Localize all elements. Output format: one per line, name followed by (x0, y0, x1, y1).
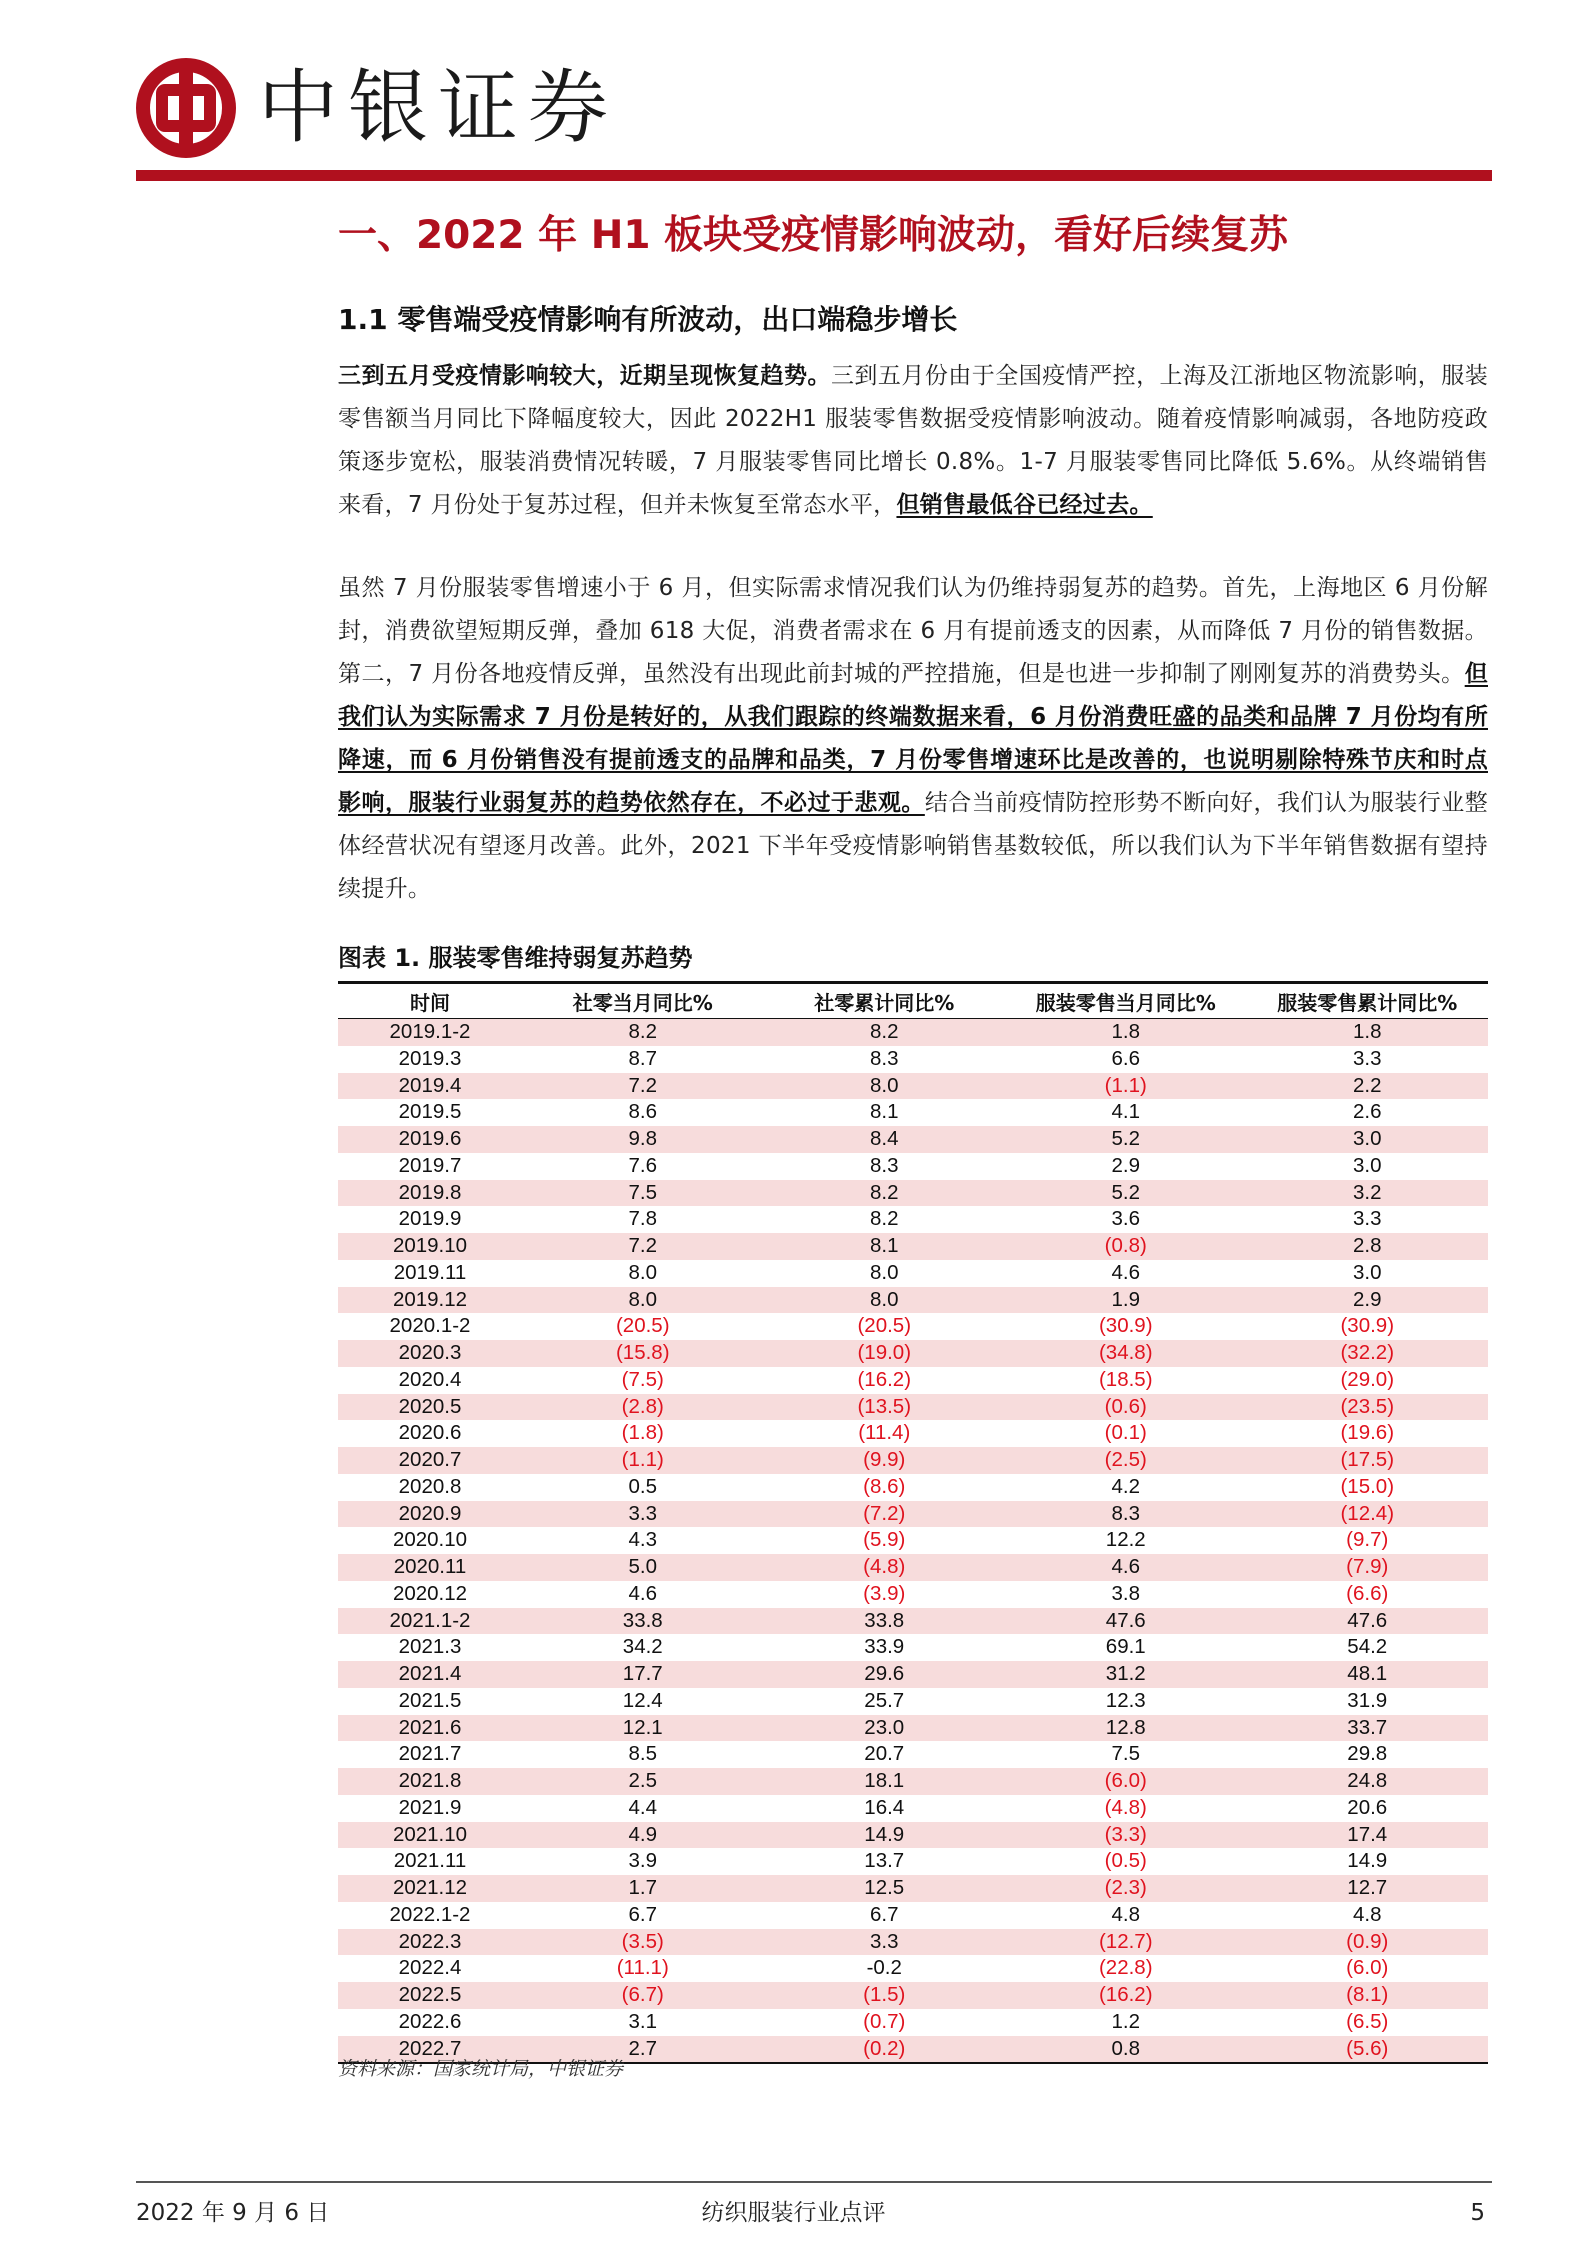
footer-rule (136, 2181, 1492, 2183)
table-cell-value: (6.0) (1104, 1769, 1147, 1792)
brand-name: 中银证券 (258, 61, 618, 154)
table-cell-period: 2022.6 (398, 2009, 462, 2033)
table-cell-value: 6.7 (628, 1902, 657, 1926)
table-cell-value: 24.8 (1347, 1769, 1388, 1792)
table-cell-value: 0.5 (628, 1474, 657, 1498)
table-cell-period: 2021.5 (398, 1688, 462, 1712)
table-cell-value: 9.8 (628, 1127, 657, 1150)
table-cell-period: 2020.7 (398, 1448, 462, 1471)
table-cell-value: 3.0 (1353, 1153, 1382, 1177)
table-cell-value: 8.0 (628, 1260, 657, 1284)
table-cell-value: 3.3 (1353, 1207, 1382, 1231)
table-cell-value: (7.9) (1346, 1555, 1389, 1578)
table-cell-value: 3.1 (628, 2009, 657, 2033)
table-cell-value: (22.8) (1098, 1956, 1153, 1980)
table-cell-period: 2022.4 (398, 1956, 462, 1980)
table-cell-value: (9.7) (1346, 1528, 1389, 1552)
table-row (338, 1153, 1488, 1180)
table-cell-period: 2020.3 (398, 1341, 462, 1364)
data-table-container (338, 981, 1488, 2064)
table-cell-value: (19.0) (857, 1341, 912, 1364)
table-cell-period: 2019.11 (393, 1260, 467, 1284)
table-cell-value: (18.5) (1098, 1367, 1153, 1391)
table-cell-value: 20.6 (1347, 1795, 1388, 1819)
table-cell-value: (6.5) (1346, 2009, 1389, 2033)
table-cell-value: 7.6 (628, 1153, 657, 1177)
table-cell-period: 2021.10 (392, 1822, 468, 1846)
table-cell-value: 4.6 (1111, 1260, 1140, 1284)
table-cell-period: 2021.6 (398, 1715, 462, 1739)
table-row (338, 1046, 1488, 1073)
table-row (338, 1287, 1488, 1314)
table-cell-value: 0.8 (1005, 2036, 1247, 2064)
table-row (338, 1527, 1488, 1554)
table-cell-value: 2.9 (1353, 1287, 1382, 1311)
table-cell-value: (5.6) (1247, 2036, 1489, 2064)
table-cell-value: 29.6 (864, 1662, 905, 1685)
table-cell-period: 2019.4 (398, 1073, 462, 1097)
table-cell-value: (16.2) (857, 1367, 912, 1391)
table-cell-value: (1.1) (621, 1448, 664, 1471)
table-cell-value: 7.8 (628, 1207, 657, 1231)
table-cell-value: 12.3 (1105, 1688, 1146, 1712)
table-cell-period: 2021.3 (398, 1635, 462, 1659)
table-row (338, 1126, 1488, 1153)
table-cell-period: 2020.4 (398, 1367, 462, 1391)
table-row (338, 1099, 1488, 1126)
table-row (338, 1741, 1488, 1768)
table-cell-value: (30.9) (1340, 1314, 1395, 1338)
table-cell-value: 18.1 (864, 1769, 905, 1792)
table-cell-value: (12.4) (1340, 1501, 1395, 1525)
table-row (338, 1073, 1488, 1100)
table-cell-value: (0.7) (863, 2009, 906, 2033)
table-cell-period: 2020.9 (398, 1501, 462, 1525)
table-cell-value: (0.6) (1104, 1394, 1147, 1418)
table-row (338, 1848, 1488, 1875)
table-cell-value: 4.6 (1111, 1555, 1140, 1578)
table-cell-period: 2022.7 (338, 2036, 522, 2064)
table-cell-value: 31.2 (1105, 1662, 1146, 1685)
table-cell-value: 16.4 (864, 1795, 905, 1819)
table-cell-value: 6.6 (1111, 1046, 1140, 1070)
table-cell-period: 2019.3 (398, 1046, 462, 1070)
table-cell-period: 2021.1-2 (389, 1608, 471, 1632)
table-cell-value: 12.4 (622, 1688, 663, 1712)
table-cell-value: 4.4 (628, 1795, 657, 1819)
table-cell-value: 1.8 (1353, 1020, 1382, 1043)
table-row (338, 1340, 1488, 1367)
paragraph-1 (338, 355, 1488, 527)
table-cell-value: 12.8 (1105, 1715, 1146, 1739)
table-cell-value: 3.8 (1111, 1581, 1140, 1605)
table-row (338, 1394, 1488, 1421)
retail-data-table (338, 981, 1488, 2064)
footer-report-type: 纺织服装行业点评 (701, 2200, 886, 2226)
table-cell-value: 8.4 (870, 1127, 899, 1150)
table-cell-value: (34.8) (1098, 1341, 1153, 1364)
table-cell-value: 31.9 (1347, 1688, 1388, 1712)
table-row (338, 1955, 1488, 1982)
table-cell-value: 8.0 (870, 1260, 899, 1284)
table-cell-value: 8.3 (870, 1153, 899, 1177)
table-row (338, 1367, 1488, 1394)
table-cell-period: 2019.12 (392, 1287, 468, 1311)
table-header-row (338, 983, 1488, 1019)
table-cell-value: (4.8) (1104, 1795, 1147, 1819)
footer-date: 2022 年 9 月 6 日 (136, 2200, 330, 2226)
table-cell-value: (29.0) (1340, 1367, 1395, 1391)
table-cell-value: 5.2 (1111, 1127, 1140, 1150)
table-cell-value: (0.9) (1346, 1929, 1389, 1953)
paragraph-1-lead: 三到五月受疫情影响较大，近期呈现恢复趋势。 (338, 363, 831, 389)
bank-of-china-logo-icon (136, 58, 236, 158)
table-cell-value: (6.7) (621, 1983, 664, 2006)
table-cell-value: (2.5) (1104, 1448, 1147, 1471)
table-row (338, 1822, 1488, 1849)
source-note: 资料来源：国家统计局，中银证券 (338, 2058, 624, 2080)
paragraph-2-bold: 但我们认为实际需求 7 月份是转好的，从我们跟踪的终端数据来看，6 月份消费旺盛的品类和品牌 7 月份均有所降速，而 6 月份销售没有提前透支的品牌和品类，7 月份零售增速环比是改善的，也说明剔除特殊节庆和时点影响，服装行业弱复苏的趋势依然存在，不必过于悲观。 (338, 661, 1488, 816)
table-cell-value: (23.5) (1340, 1394, 1395, 1418)
table-cell-value: (20.5) (615, 1314, 670, 1338)
table-cell-value: (9.9) (863, 1448, 906, 1471)
table-cell-value: (3.3) (1104, 1822, 1147, 1846)
table-cell-value: 3.0 (1353, 1127, 1382, 1150)
table-cell-value: 3.2 (1353, 1180, 1382, 1204)
table-cell-period: 2020.1-2 (389, 1314, 471, 1338)
table-header-cell: 服装零售累计同比% (1247, 983, 1489, 1019)
table-cell-value: 7.2 (628, 1073, 657, 1097)
table-cell-period: 2019.6 (398, 1127, 462, 1150)
table-cell-value: 8.0 (870, 1073, 899, 1097)
table-cell-value: (6.6) (1346, 1581, 1389, 1605)
table-cell-value: (0.8) (1104, 1234, 1147, 1257)
table-cell-value: 4.8 (1111, 1902, 1140, 1926)
table-cell-value: 8.2 (870, 1180, 899, 1204)
table-cell-period: 2021.4 (398, 1662, 462, 1685)
table-row (338, 1902, 1488, 1929)
table-cell-value: 8.7 (628, 1046, 657, 1070)
table-cell-period: 2019.9 (398, 1207, 462, 1231)
table-cell-value: (7.2) (863, 1501, 906, 1525)
table-cell-value: (11.1) (616, 1956, 669, 1980)
table-cell-value: (0.2) (764, 2036, 1006, 2064)
table-cell-value: 47.6 (1105, 1608, 1146, 1632)
table-row (338, 1929, 1488, 1956)
table-cell-value: 7.5 (628, 1180, 657, 1204)
table-header-cell: 社零当月同比% (522, 983, 764, 1019)
table-cell-value: 8.2 (870, 1020, 899, 1043)
table-cell-value: 3.3 (628, 1501, 657, 1525)
table-cell-value: 3.3 (1353, 1046, 1382, 1070)
table-cell-value: (15.8) (615, 1341, 670, 1364)
table-cell-period: 2019.1-2 (389, 1020, 471, 1043)
table-cell-value: (7.5) (621, 1367, 664, 1391)
table-cell-value: 33.9 (864, 1635, 905, 1659)
table-cell-period: 2020.6 (398, 1421, 462, 1445)
table-cell-value: 13.7 (864, 1849, 905, 1873)
table-cell-period: 2019.7 (398, 1153, 462, 1177)
table-header-cell: 时间 (338, 983, 522, 1019)
table-cell-period: 2021.12 (392, 1876, 468, 1899)
table-cell-value: 1.2 (1111, 2009, 1140, 2033)
table-cell-period: 2020.10 (392, 1528, 468, 1552)
table-cell-period: 2019.5 (398, 1100, 462, 1124)
table-header-cell: 社零累计同比% (764, 983, 1006, 1019)
table-cell-value: 20.7 (864, 1742, 905, 1766)
table-cell-value: 1.7 (628, 1876, 657, 1899)
table-cell-value: 2.5 (628, 1769, 657, 1792)
table-cell-value: (1.1) (1104, 1073, 1147, 1097)
table-row (338, 2009, 1488, 2036)
table-cell-value: 2.2 (1353, 1073, 1382, 1097)
table-cell-value: (4.8) (863, 1555, 906, 1578)
table-cell-value: (0.5) (1104, 1849, 1147, 1873)
table-cell-period: 2021.8 (398, 1769, 462, 1792)
table-cell-value: 2.7 (522, 2036, 764, 2064)
table-cell-period: 2021.9 (398, 1795, 462, 1819)
table-cell-value: (12.7) (1098, 1929, 1153, 1953)
table-cell-value: 34.2 (622, 1635, 663, 1659)
table-row (338, 1233, 1488, 1260)
table-cell-value: 2.8 (1353, 1234, 1382, 1257)
table-cell-value: 14.9 (864, 1822, 905, 1846)
figure-title: 图表 1. 服装零售维持弱复苏趋势 (338, 944, 693, 972)
table-cell-period: 2020.11 (393, 1555, 467, 1578)
table-cell-value: 4.6 (628, 1581, 657, 1605)
paragraph-1-tail: 但销售最低谷已经过去。 (896, 492, 1153, 518)
table-cell-value: (1.8) (621, 1421, 664, 1445)
header-rule (136, 170, 1492, 181)
table-row (338, 1768, 1488, 1795)
table-cell-value: (3.5) (621, 1929, 664, 1953)
table-cell-value: 4.9 (628, 1822, 657, 1846)
table-cell-value: (1.5) (863, 1983, 906, 2006)
table-cell-period: 2022.3 (398, 1929, 462, 1953)
table-cell-value: 47.6 (1347, 1608, 1388, 1632)
table-cell-value: (11.4) (858, 1421, 911, 1445)
table-cell-value: (8.1) (1346, 1983, 1389, 2006)
table-cell-period: 2022.5 (398, 1983, 462, 2006)
table-cell-value: (8.6) (863, 1474, 906, 1498)
table-row (338, 1875, 1488, 1902)
table-row (338, 1474, 1488, 1501)
table-row (338, 1634, 1488, 1661)
table-row (338, 1581, 1488, 1608)
table-cell-value: 1.9 (1111, 1287, 1140, 1311)
table-cell-value: 12.1 (622, 1715, 663, 1739)
table-cell-value: 8.6 (628, 1100, 657, 1124)
table-row (338, 1019, 1488, 1046)
table-cell-value: 3.0 (1353, 1260, 1382, 1284)
table-cell-value: 54.2 (1347, 1635, 1388, 1659)
table-cell-period: 2020.12 (392, 1581, 468, 1605)
table-row (338, 1661, 1488, 1688)
table-cell-value: (0.1) (1104, 1421, 1147, 1445)
table-cell-value: 12.2 (1105, 1528, 1146, 1552)
table-header-cell: 服装零售当月同比% (1005, 983, 1247, 1019)
table-row (338, 1554, 1488, 1581)
table-cell-value: (2.8) (621, 1394, 664, 1418)
table-cell-value: 4.3 (628, 1528, 657, 1552)
table-cell-value: 12.5 (864, 1876, 905, 1899)
table-row (338, 1982, 1488, 2009)
table-cell-value: 3.3 (870, 1929, 899, 1953)
table-body (338, 1019, 1488, 2064)
table-cell-value: 12.7 (1347, 1876, 1388, 1899)
table-cell-value: 25.7 (864, 1688, 905, 1712)
table-cell-value: 8.2 (628, 1020, 657, 1043)
subsection-heading: 1.1 零售端受疫情影响有所波动，出口端稳步增长 (338, 303, 958, 336)
table-cell-value: (32.2) (1340, 1341, 1395, 1364)
table-row (338, 1795, 1488, 1822)
table-cell-value: 23.0 (864, 1715, 905, 1739)
table-cell-value: (19.6) (1340, 1421, 1395, 1445)
table-row (338, 1260, 1488, 1287)
table-cell-value: (6.0) (1346, 1956, 1389, 1980)
table-cell-value: (20.5) (857, 1314, 912, 1338)
table-cell-value: 48.1 (1347, 1662, 1388, 1685)
page-number: 5 (1470, 2200, 1485, 2226)
table-row (338, 1608, 1488, 1635)
table-cell-period: 2021.11 (393, 1849, 467, 1873)
header-logo (136, 48, 618, 168)
table-cell-value: 17.7 (622, 1662, 663, 1685)
table-cell-value: 4.1 (1111, 1100, 1140, 1124)
table-cell-value: 8.0 (628, 1287, 657, 1311)
section-heading: 一、2022 年 H1 板块受疫情影响波动，看好后续复苏 (338, 213, 1289, 258)
table-cell-value: 17.4 (1347, 1822, 1388, 1846)
table-cell-value: 7.2 (628, 1234, 657, 1257)
table-cell-value: 33.8 (864, 1608, 905, 1632)
table-cell-value: 2.6 (1353, 1100, 1382, 1124)
table-cell-value: (2.3) (1104, 1876, 1147, 1899)
table-cell-value: 6.7 (870, 1902, 899, 1926)
table-row (338, 1420, 1488, 1447)
table-cell-value: (16.2) (1098, 1983, 1153, 2006)
table-row (338, 1180, 1488, 1207)
table-row (338, 1501, 1488, 1528)
table-cell-period: 2019.8 (398, 1180, 462, 1204)
paragraph-2-tail: 结合当前疫情防控形势不断向好，我们认为服装行业整体经营状况有望逐月改善。此外，2021 下半年受疫情影响销售基数较低，所以我们认为下半年销售数据有望持续提升。 (338, 790, 1489, 902)
table-row (338, 1715, 1488, 1742)
table-cell-period: 2020.8 (398, 1474, 462, 1498)
table-cell-value: 8.5 (628, 1742, 657, 1766)
table-cell-value: (13.5) (857, 1394, 912, 1418)
table-cell-value: 69.1 (1105, 1635, 1146, 1659)
table-cell-value: 14.9 (1347, 1849, 1388, 1873)
table-cell-period: 2021.7 (398, 1742, 462, 1766)
table-cell-value: 7.5 (1111, 1742, 1140, 1766)
paragraph-1-body: 三到五月份由于全国疫情严控，上海及江浙地区物流影响，服装零售额当月同比下降幅度较大，因此 2022H1 服装零售数据受疫情影响波动。随着疫情影响减弱，各地防疫政策逐步宽松，服装消费情况转暖，7 月服装零售同比增长 0.8%。1-7 月服装零售同比降低 5.6%。从终端销售来看，7 月份处于复苏过程，但并未恢复至常态水平， (338, 363, 1488, 518)
table-cell-value: 3.6 (1111, 1207, 1140, 1231)
table-cell-value: 33.7 (1347, 1715, 1388, 1739)
table-cell-value: 8.1 (870, 1100, 899, 1124)
table-cell-value: (3.9) (863, 1581, 906, 1605)
table-cell-value: 8.3 (870, 1046, 899, 1070)
table-cell-value: 4.8 (1353, 1902, 1382, 1926)
table-row (338, 1447, 1488, 1474)
table-cell-value: (5.9) (863, 1528, 906, 1552)
table-cell-period: 2020.5 (398, 1394, 462, 1418)
table-cell-value: 8.0 (870, 1287, 899, 1311)
table-cell-value: (17.5) (1340, 1448, 1395, 1471)
table-cell-value: 8.3 (1111, 1501, 1140, 1525)
table-row (338, 1313, 1488, 1340)
table-cell-value: 5.2 (1111, 1180, 1140, 1204)
table-cell-value: (30.9) (1098, 1314, 1153, 1338)
table-row (338, 1206, 1488, 1233)
table-cell-value: (15.0) (1340, 1474, 1395, 1498)
table-cell-value: 33.8 (622, 1608, 663, 1632)
table-cell-value: 8.1 (870, 1234, 899, 1257)
table-cell-period: 2019.10 (392, 1234, 468, 1257)
table-cell-value: 2.9 (1111, 1153, 1140, 1177)
table-cell-value: 1.8 (1111, 1020, 1140, 1043)
paragraph-2-body: 虽然 7 月份服装零售增速小于 6 月，但实际需求情况我们认为仍维持弱复苏的趋势。首先，上海地区 6 月份解封，消费欲望短期反弹，叠加 618 大促，消费者需求在 6 月有提前透支的因素，从而降低 7 月份的销售数据。第二，7 月份各地疫情反弹，虽然没有出现此前封城的严控措施，但是也进一步抑制了刚刚复苏的消费势头。 (338, 575, 1488, 687)
paragraph-2 (338, 567, 1488, 911)
table-cell-value: 5.0 (628, 1555, 657, 1578)
table-cell-value: 4.2 (1111, 1474, 1140, 1498)
table-cell-value: 29.8 (1347, 1742, 1388, 1766)
table-cell-value: 8.2 (870, 1207, 899, 1231)
table-row (338, 1688, 1488, 1715)
table-cell-value: -0.2 (866, 1956, 902, 1980)
table-cell-period: 2022.1-2 (389, 1902, 471, 1926)
table-cell-value: 3.9 (628, 1849, 657, 1873)
